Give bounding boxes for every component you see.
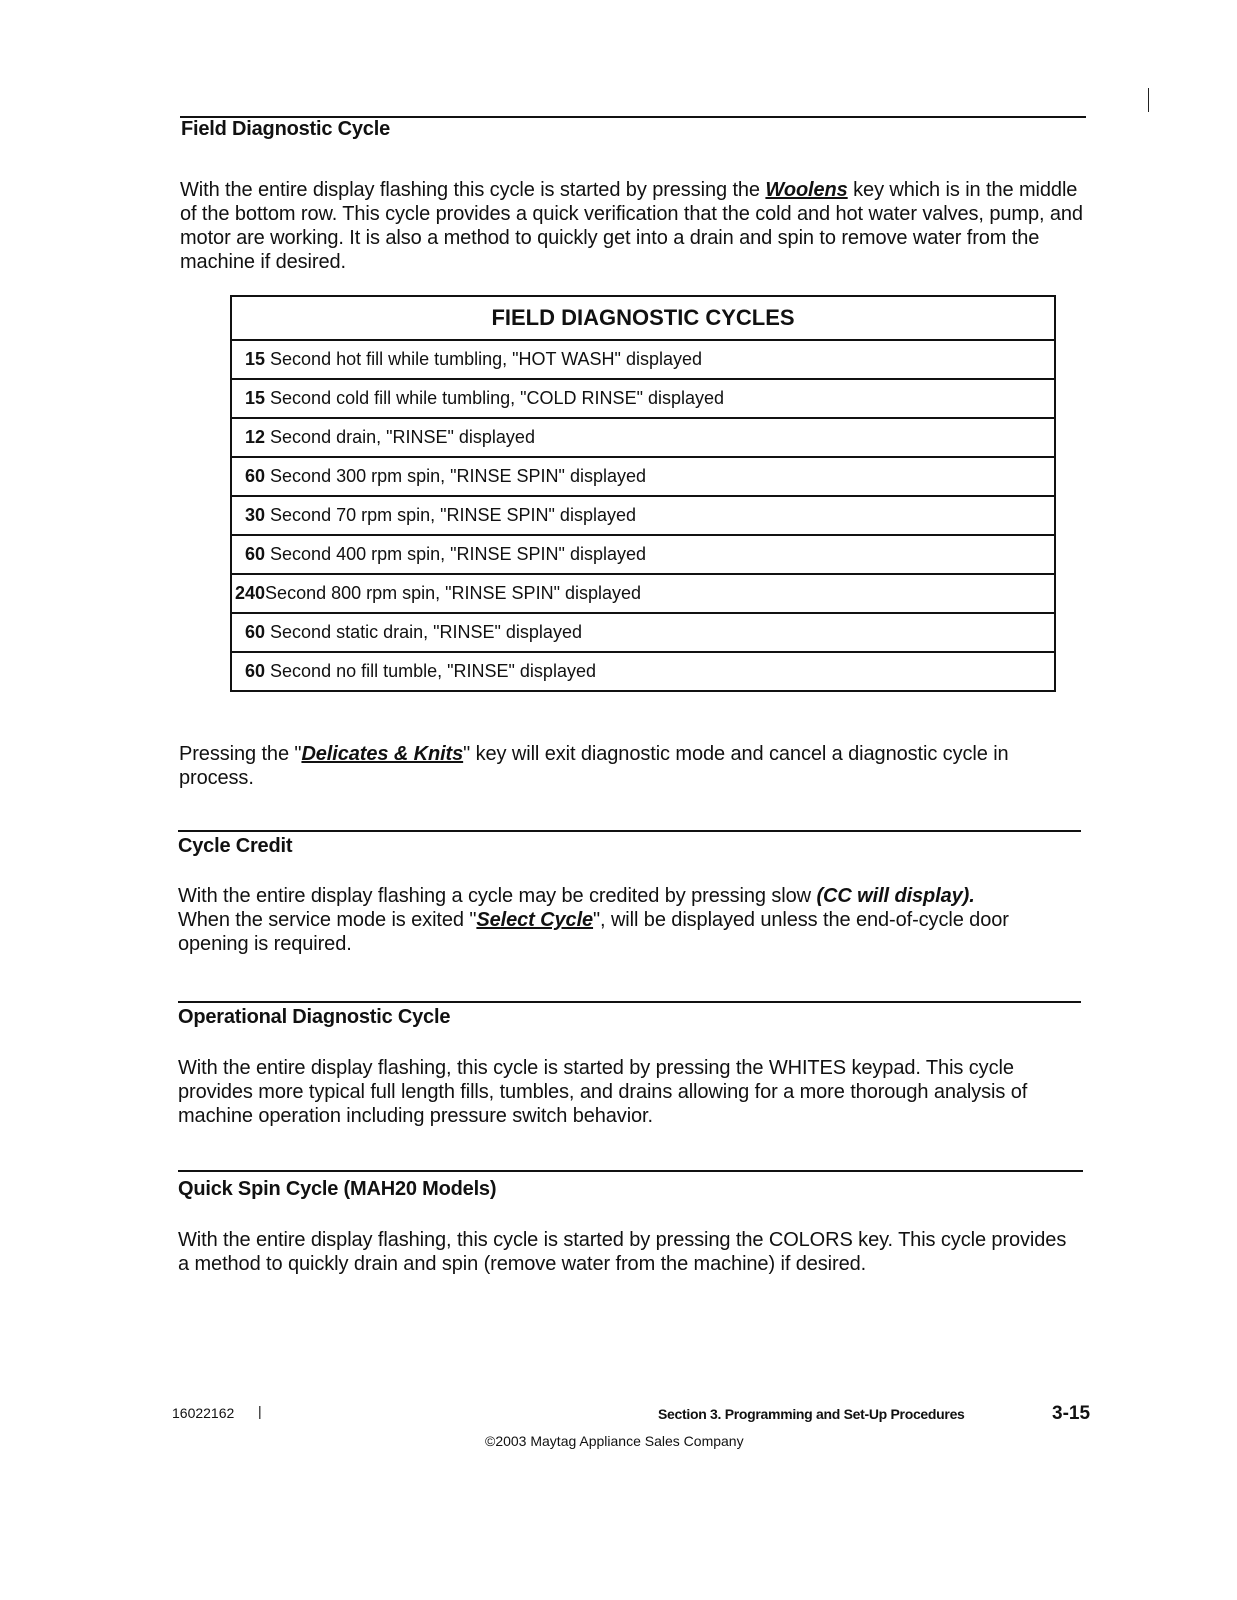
cycle-duration: 240 — [235, 583, 266, 603]
table-body — [231, 340, 1055, 691]
exit-text-end: " key will exit diagnostic mode and cancel a diagnostic cycle in process. — [179, 743, 1009, 789]
table-cell — [231, 457, 1055, 496]
section-rule — [178, 1170, 1083, 1172]
table-row — [231, 340, 1055, 379]
woolens-key-label: Woolens — [765, 179, 848, 201]
table-row — [231, 574, 1055, 613]
table-header-row — [231, 296, 1055, 340]
field-diagnostic-cycles-table — [230, 295, 1056, 692]
section-heading-field-diagnostic: Field Diagnostic Cycle — [181, 118, 390, 140]
delicates-knits-key-label: Delicates & Knits — [301, 743, 464, 765]
table-row — [231, 652, 1055, 691]
cc-display-note: (CC will display). — [816, 885, 975, 907]
cycle-duration: 15 — [245, 388, 266, 408]
cycle-credit-text-3: ", will be displayed unless the end-of-cycle door opening is required. — [178, 909, 1009, 955]
table-row — [231, 457, 1055, 496]
cycle-duration: 60 — [245, 466, 266, 486]
cycle-duration: 15 — [245, 349, 266, 369]
cycle-credit-paragraph — [178, 884, 1083, 956]
page-number: 3-15 — [1052, 1403, 1091, 1424]
cycle-duration: 60 — [245, 661, 266, 681]
table-cell — [231, 574, 1055, 613]
table-cell — [231, 379, 1055, 418]
cycle-duration: 12 — [245, 427, 266, 447]
table-row — [231, 613, 1055, 652]
cycle-description: Second no fill tumble, "RINSE" displayed — [265, 661, 596, 681]
cycle-description: Second 70 rpm spin, "RINSE SPIN" displayed — [265, 505, 636, 525]
cycle-duration: 30 — [245, 505, 266, 525]
cycle-credit-text-1: With the entire display flashing a cycle may be credited by pressing slow — [178, 885, 817, 907]
table-cell — [231, 652, 1055, 691]
section-rule — [178, 1001, 1081, 1003]
field-diagnostic-paragraph — [180, 178, 1085, 274]
operational-paragraph: With the entire display flashing, this cycle is started by pressing the WHITES keypad. This cycle provides more typical full length fills, tumbles, and drains allowing for a more thorough analysis of machine operation including pressure switch behavior. — [178, 1057, 1028, 1127]
table-cell — [231, 535, 1055, 574]
table-cell — [231, 418, 1055, 457]
cycle-description: Second drain, "RINSE" displayed — [265, 427, 535, 447]
cycle-credit-text-2: When the service mode is exited " — [178, 909, 477, 931]
copyright-notice: ©2003 Maytag Appliance Sales Company — [485, 1433, 744, 1449]
field-diagnostic-text-end: key which is in the middle of the bottom row. This cycle provides a quick verification that the cold and hot water valves, pump, and motor are working. It is also a method to quickly get into a drain and spin to remove water from the machine if desired. — [180, 179, 1083, 273]
footer-section-title: Section 3. Programming and Set-Up Procedures — [658, 1406, 965, 1422]
doc-number-mark: | — [258, 1403, 262, 1419]
exit-diagnostic-paragraph — [179, 742, 1079, 790]
cycle-description: Second 400 rpm spin, "RINSE SPIN" displayed — [265, 544, 646, 564]
margin-change-bar — [1148, 88, 1149, 112]
quick-spin-paragraph: With the entire display flashing, this cycle is started by pressing the COLORS key. This cycle provides a method to quickly drain and spin (remove water from the machine) if desired. — [178, 1229, 1067, 1275]
section-heading-quick-spin: Quick Spin Cycle (MAH20 Models) — [178, 1178, 497, 1200]
cycle-description: Second 300 rpm spin, "RINSE SPIN" displayed — [265, 466, 646, 486]
table-row — [231, 496, 1055, 535]
section-heading-cycle-credit: Cycle Credit — [178, 835, 293, 857]
table-row — [231, 418, 1055, 457]
cycle-duration: 60 — [245, 622, 266, 642]
select-cycle-label: Select Cycle — [476, 909, 594, 931]
cycle-duration: 60 — [245, 544, 266, 564]
field-diagnostic-text-start: With the entire display flashing this cycle is started by pressing the — [180, 179, 766, 201]
table-row — [231, 535, 1055, 574]
document-number: 16022162 — [172, 1405, 235, 1421]
cycle-description: Second 800 rpm spin, "RINSE SPIN" displayed — [265, 583, 642, 603]
cycle-description: Second static drain, "RINSE" displayed — [265, 622, 582, 642]
table-title: FIELD DIAGNOSTIC CYCLES — [231, 296, 1055, 340]
table-cell — [231, 613, 1055, 652]
cycle-description: Second cold fill while tumbling, "COLD RINSE" displayed — [265, 388, 725, 408]
exit-text-start: Pressing the " — [179, 743, 302, 765]
table-row — [231, 379, 1055, 418]
table-cell — [231, 496, 1055, 535]
section-rule — [178, 830, 1081, 832]
section-heading-operational: Operational Diagnostic Cycle — [178, 1006, 451, 1028]
table-cell — [231, 340, 1055, 379]
cycle-description: Second hot fill while tumbling, "HOT WASH" displayed — [265, 349, 702, 369]
